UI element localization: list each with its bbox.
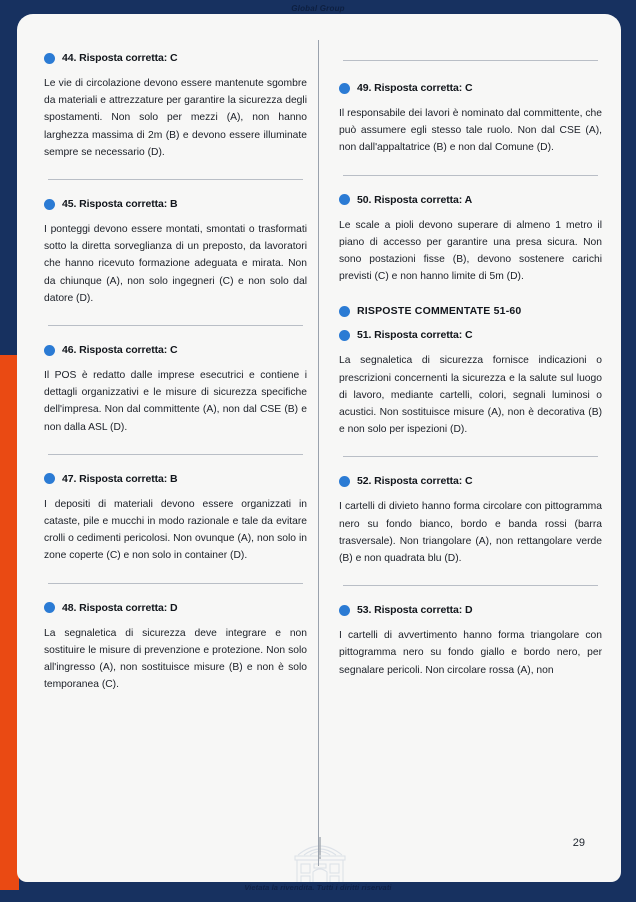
answer-body-52: I cartelli di divieto hanno forma circolare con pittogramma nero su fondo bianco, bordo e banda rossi (barra trasversale). Non triangolare (A), non rettangolare verde (B) e non quadrata blu (D). bbox=[339, 501, 602, 565]
answer-heading-44 bbox=[44, 52, 307, 64]
brand-header bbox=[0, 0, 636, 16]
answer-heading-51 bbox=[339, 329, 602, 341]
bullet-dot-icon bbox=[44, 199, 55, 210]
answer-body-51: La segnaletica di sicurezza fornisce indicazioni o prescrizioni concernenti la sicurezza e la salute sul luogo di lavoro, mediante cartelli, colori, segnali luminosi o acustici. Non sostituisce misure (A), non è decorativa (B) e non solo per ispezioni (D). bbox=[339, 355, 602, 436]
section-heading-block bbox=[339, 305, 602, 317]
bullet-dot-icon bbox=[339, 330, 350, 341]
answer-heading-48 bbox=[44, 602, 307, 614]
answer-block-52 bbox=[339, 475, 602, 567]
bullet-dot-icon bbox=[339, 306, 350, 317]
answer-heading-46 bbox=[44, 344, 307, 356]
answers-columns bbox=[17, 14, 621, 882]
answer-separator bbox=[343, 585, 598, 586]
answer-title-53: 53. Risposta corretta: D bbox=[357, 604, 473, 617]
answer-block-48 bbox=[44, 602, 307, 694]
left-column bbox=[44, 52, 307, 693]
bullet-dot-icon bbox=[44, 53, 55, 64]
answer-separator bbox=[48, 454, 303, 455]
answer-body-53: I cartelli di avvertimento hanno forma triangolare con pittogramma nero su fondo giallo e bordo nero, per segnalare pericoli. Non circolare rossa (A), non bbox=[339, 630, 602, 676]
answer-block-49 bbox=[339, 82, 602, 157]
bullet-dot-icon bbox=[339, 476, 350, 487]
answer-heading-53 bbox=[339, 604, 602, 616]
answer-title-47: 47. Risposta corretta: B bbox=[62, 472, 178, 485]
answer-body-44: Le vie di circolazione devono essere mantenute sgombre da materiali e attrezzature per garantire la sicurezza degli spostamenti. Non solo per mezzi (A), non hanno larghezza massima di 2m (B) e devono essere illuminate sempre se necessario (D). bbox=[44, 78, 307, 158]
document-page-card bbox=[17, 14, 621, 882]
answer-block-44 bbox=[44, 52, 307, 161]
answer-title-50: 50. Risposta corretta: A bbox=[357, 193, 473, 206]
answer-body-48: La segnaletica di sicurezza deve integrare e non sostituire le misure di prevenzione e protezione. Non solo all'ingresso (A), non sostituisce misure (B) e non è solo temporanea (C). bbox=[44, 627, 307, 691]
footer-copyright-note: Vietata la rivendita. Tutti i diritti riservati bbox=[244, 883, 392, 892]
answer-heading-52 bbox=[339, 475, 602, 487]
answer-separator bbox=[343, 175, 598, 176]
answer-title-52: 52. Risposta corretta: C bbox=[357, 475, 473, 488]
right-column bbox=[339, 60, 602, 679]
answer-separator bbox=[48, 583, 303, 584]
page-number: 29 bbox=[572, 837, 585, 849]
section-title-text: RISPOSTE COMMENTATE 51-60 bbox=[357, 305, 522, 318]
bullet-dot-icon bbox=[44, 473, 55, 484]
answer-separator bbox=[48, 179, 303, 180]
bullet-dot-icon bbox=[339, 83, 350, 94]
answer-block-45 bbox=[44, 198, 307, 307]
bullet-dot-icon bbox=[44, 602, 55, 613]
answer-block-46 bbox=[44, 344, 307, 436]
answer-block-47 bbox=[44, 473, 307, 565]
answer-title-48: 48. Risposta corretta: D bbox=[62, 601, 178, 614]
answer-title-49: 49. Risposta corretta: C bbox=[357, 82, 473, 94]
answer-title-44: 44. Risposta corretta: C bbox=[62, 52, 178, 64]
answer-body-45: I ponteggi devono essere montati, smontati o trasformati sotto la diretta sorveglianza di un preposto, da lavoratori che hanno ricevuto formazione adeguata e mirata. Non da chiunque (A), non solo ingegneri (C) e non solo dal datore (D). bbox=[44, 224, 307, 304]
bullet-dot-icon bbox=[339, 194, 350, 205]
answer-separator bbox=[48, 325, 303, 326]
answer-body-50: Le scale a pioli devono superare di almeno 1 metro il piano di accesso per garantire una presa sicura. Non sono postazioni fisse (B), devono sostenere carichi previsti (C) e non hanno limite di 5m (D). bbox=[339, 219, 602, 283]
answer-heading-47 bbox=[44, 473, 307, 485]
answer-body-49: Il responsabile dei lavori è nominato dal committente, che può assumere egli stesso tale ruolo. Non dal CSE (A), non dall'appaltatrice (B) e non dal Comune (D). bbox=[339, 108, 602, 154]
answer-heading-50 bbox=[339, 194, 602, 206]
answer-separator bbox=[343, 60, 598, 61]
bullet-dot-icon bbox=[339, 605, 350, 616]
answer-heading-49 bbox=[339, 82, 602, 94]
answer-body-47: I depositi di materiali devono essere organizzati in cataste, pile e mucchi in modo razionale e tale da evitare crolli o cedimenti pericolosi. Non ovunque (A), non solo in zone coperte (C) e non solo in container (D). bbox=[44, 498, 307, 562]
answer-block-53 bbox=[339, 604, 602, 679]
brand-name: Global Group bbox=[291, 3, 345, 13]
answer-body-46: Il POS è redatto dalle imprese esecutrici e contiene i dettagli organizzativi e le misure di sicurezza specifiche dell'impresa. Non dal committente (A), non dal CSE (B) e non dalla ASL (D). bbox=[44, 370, 307, 433]
answer-block-50 bbox=[339, 194, 602, 286]
answer-heading-45 bbox=[44, 198, 307, 210]
answer-block-51 bbox=[339, 329, 602, 438]
answer-title-51: 51. Risposta corretta: C bbox=[357, 329, 473, 342]
answer-separator bbox=[343, 456, 598, 457]
section-heading-risposte-commentate bbox=[339, 305, 602, 317]
answer-title-45: 45. Risposta corretta: B bbox=[62, 198, 178, 211]
bullet-dot-icon bbox=[44, 345, 55, 356]
answer-title-46: 46. Risposta corretta: C bbox=[62, 344, 178, 357]
